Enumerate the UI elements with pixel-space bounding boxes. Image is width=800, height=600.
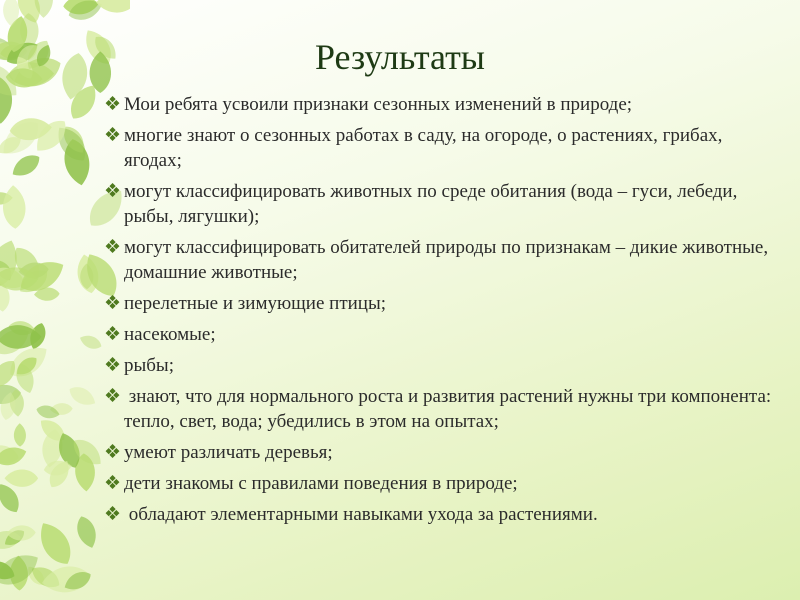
slide-title: Результаты (315, 37, 485, 77)
list-item (104, 235, 784, 285)
list-item (104, 123, 784, 173)
bullet-diamond-icon: ❖ (104, 386, 122, 407)
bullet-diamond-icon: ❖ (104, 181, 122, 202)
leaf-icon (78, 332, 104, 352)
list-item (104, 179, 784, 229)
list-item-text: обладают элементарными навыками ухода за растениями. (124, 504, 598, 525)
bullet-diamond-icon: ❖ (104, 504, 122, 525)
list-item-text: перелетные и зимующие птицы; (124, 293, 387, 314)
list-item (104, 353, 784, 378)
list-item-text: умеют различать деревья; (124, 442, 333, 463)
leaf-icon (66, 383, 99, 410)
list-item-text: Мои ребята усвоили признаки сезонных изменений в природе; (124, 94, 633, 115)
leaf-icon (5, 470, 39, 487)
bullet-diamond-icon: ❖ (104, 324, 122, 345)
list-item (104, 322, 784, 347)
list-item (104, 440, 784, 465)
bullet-diamond-icon: ❖ (104, 442, 122, 463)
list-item (104, 471, 784, 496)
bullet-diamond-icon: ❖ (104, 125, 122, 146)
list-item (104, 502, 784, 527)
bullet-diamond-icon: ❖ (104, 237, 122, 258)
leaf-icon (96, 0, 130, 13)
bullet-list (104, 92, 784, 533)
list-item-text: знают, что для нормального роста и развития растений нужны три компонента: тепло, свет, вода; убедились в этом на опытах; (124, 386, 772, 432)
bullet-diamond-icon: ❖ (104, 473, 122, 494)
list-item-text: рыбы; (124, 355, 174, 376)
list-item-text: могут классифицировать животных по среде обитания (вода – гуси, лебеди, рыбы, лягушки); (124, 181, 738, 227)
leaf-icon (14, 423, 26, 447)
bullet-diamond-icon: ❖ (104, 293, 122, 314)
list-item-text: насекомые; (124, 324, 216, 345)
leaf-icon (8, 150, 43, 181)
leaf-icon (73, 514, 100, 551)
list-item (104, 384, 784, 434)
leaf-icon (2, 185, 27, 230)
leaf-icon (33, 517, 78, 570)
list-item-text: дети знакомы с правилами поведения в природе; (124, 473, 518, 494)
bullet-diamond-icon: ❖ (104, 355, 122, 376)
list-item (104, 92, 784, 117)
bullet-diamond-icon: ❖ (104, 94, 122, 115)
list-item-text: могут классифицировать обитателей природы по признакам – дикие животные, домашние животные; (124, 237, 769, 283)
list-item-text: многие знают о сезонных работах в саду, на огороде, о растениях, грибах, ягодах; (124, 125, 723, 171)
list-item (104, 291, 784, 316)
